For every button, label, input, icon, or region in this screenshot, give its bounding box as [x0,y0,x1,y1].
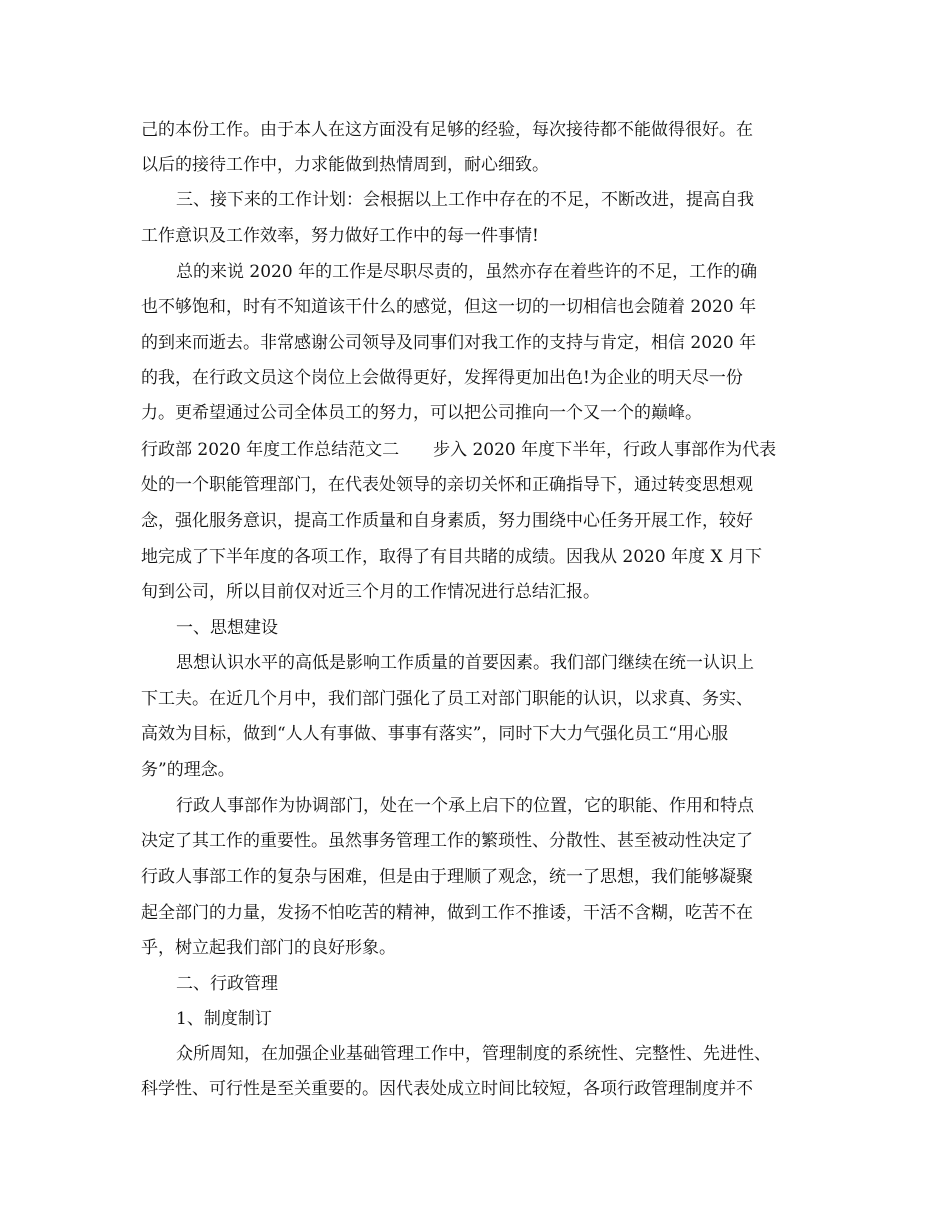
text-line: 己的本份工作。由于本人在这方面没有足够的经验，每次接待都不能做得很好。在 [141,120,753,140]
text-line: 起全部门的力量，发扬不怕吃苦的精神，做到工作不推诿，干活不含糊，吃苦不在 [141,903,753,923]
text-line: 科学性、可行性是至关重要的。因代表处成立时间比较短，各项行政管理制度并不 [141,1079,753,1099]
text-line: 务”的理念。 [141,760,235,780]
section-heading-1: 一、思想建设 [176,618,278,638]
text-line: 力。更希望通过公司全体员工的努力，可以把公司推向一个又一个的巅峰。 [141,403,702,423]
text-line: 工作意识及工作效率，努力做好工作中的每一件事情! [141,226,539,246]
text-line: 念，强化服务意识，提高工作质量和自身素质，努力围绕中心任务开展工作，较好 [141,511,753,531]
text-line: 下工夫。在近几个月中，我们部门强化了员工对部门职能的认识，以求真、务实、 [141,689,753,709]
article-title-line: 行政部 2020 年度工作总结范文二 步入 2020 年度下半年，行政人事部作为代表 [141,440,777,460]
text-line: 地完成了下半年度的各项工作，取得了有目共睹的成绩。因我从 2020 年度 X 月下 [141,547,762,567]
text-line: 也不够饱和，时有不知道该干什么的感觉，但这一切的一切相信也会随着 2020 年 [141,297,757,317]
text-line: 的到来而逝去。非常感谢公司领导及同事们对我工作的支持与肯定，相信 2020 年 [141,333,757,353]
text-line: 乎，树立起我们部门的良好形象。 [141,938,396,958]
paragraph-start: 众所周知，在加强企业基础管理工作中，管理制度的系统性、完整性、先进性、 [176,1044,771,1064]
text-line: 的我，在行政文员这个岗位上会做得更好，发挥得更加出色!为企业的明天尽一份 [141,368,743,388]
text-line: 高效为目标，做到“人人有事做、事事有落实”，同时下大力气强化员工“用心服 [141,724,729,744]
text-line: 决定了其工作的重要性。虽然事务管理工作的繁琐性、分散性、甚至被动性决定了 [141,831,753,851]
paragraph-start: 思想认识水平的高低是影响工作质量的首要因素。我们部门继续在统一认识上 [176,653,754,673]
section-heading-2: 二、行政管理 [176,974,278,994]
subsection-heading: 1、制度制订 [176,1009,272,1029]
section-heading-3: 三、接下来的工作计划：会根据以上工作中存在的不足，不断改进，提高自我 [176,190,754,210]
text-line: 以后的接待工作中，力求能做到热情周到，耐心细致。 [141,155,549,175]
text-line: 行政人事部工作的复杂与困难，但是由于理顺了观念，统一了思想，我们能够凝聚 [141,867,753,887]
text-line: 旬到公司，所以目前仅对近三个月的工作情况进行总结汇报。 [141,582,600,602]
text-line: 处的一个职能管理部门，在代表处领导的亲切关怀和正确指导下，通过转变思想观 [141,475,753,495]
paragraph-start: 总的来说 2020 年的工作是尽职尽责的，虽然亦存在着些许的不足，工作的确 [176,262,758,282]
paragraph-start: 行政人事部作为协调部门，处在一个承上启下的位置，它的职能、作用和特点 [176,796,754,816]
